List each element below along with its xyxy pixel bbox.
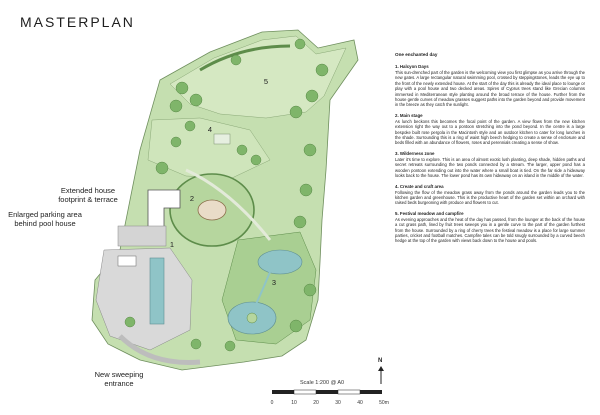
section-title: 4. Create and craft area (395, 183, 444, 189)
area-number-5: 5 (263, 77, 269, 86)
tree (290, 106, 302, 118)
section-create-craft (395, 184, 585, 206)
area-number-4: 4 (207, 125, 213, 134)
tree (294, 216, 306, 228)
north-label: N (378, 358, 383, 364)
tree (306, 90, 318, 102)
tree (225, 341, 235, 351)
scale-text: Scale 1:200 @ A0 (300, 380, 345, 386)
tree (251, 155, 261, 165)
section-festival-meadow (395, 211, 585, 244)
tree (290, 320, 302, 332)
tree (185, 121, 195, 131)
tree (191, 339, 201, 349)
pond-island (247, 313, 257, 323)
section-body: Later it's time to explore. This is an area of almost exotic lush planting, deep shade, hidden paths and secret retreats surrounding the two ponds connected by a stream. The larger, upper pond has a wooden pontoon extending out into the water where a small boat is tied. On the far side a hideaway looks back to the house. The lower pond has its own hideaway on an island in the middle of the water. (395, 156, 585, 179)
scale-tick: 10 (291, 400, 297, 406)
tree (156, 162, 168, 174)
scale-tick: 50m (379, 400, 389, 406)
section-title: 5. Festival meadow and campfire (395, 210, 464, 216)
tree (304, 284, 316, 296)
area-number-2: 2 (189, 194, 195, 203)
scale-tick: 30 (335, 400, 341, 406)
tree (304, 144, 316, 156)
section-title: 3. Wilderness zone (395, 150, 435, 156)
label-entrance: New sweeping entrance (94, 370, 144, 388)
description-column (395, 52, 585, 249)
section-main-stage (395, 113, 585, 146)
tree (295, 39, 305, 49)
section-title: 1. Halcyon Days (395, 64, 429, 69)
tree (237, 145, 247, 155)
scale-tick: 0 (270, 400, 274, 406)
label-extended-house: Extended house footprint & terrace (58, 186, 118, 204)
swimming-pool (150, 258, 164, 324)
tree (125, 317, 135, 327)
area-number-1: 1 (169, 240, 175, 249)
section-title: 2. Main stage (395, 112, 423, 118)
tree (231, 55, 241, 65)
section-body: As evening approaches and the heat of the day has passed, from the lounger at the back of the house a cut grass path, lined by fruit trees sweeps you in a gentle curve to the part of the garden furthest from the house. Surrounded by a ring of cherry trees the festival meadow is a place for large summer parties, cricket and football matches. Campfire tales can be told snugly surrounded by a curved beech hedge at the top of the garden with views back down to the house and pools. (395, 216, 585, 244)
upper-pond (258, 250, 302, 274)
section-halcyon-days (395, 64, 585, 108)
tree (171, 137, 181, 147)
pergola (198, 200, 226, 220)
halcyon-area-1 (96, 248, 192, 350)
tree (170, 100, 182, 112)
scale-bar (272, 390, 382, 394)
tree (316, 64, 328, 76)
section-body: This sun-drenched part of the garden is the welcoming view you first glimpse as you arrive through the new gates. A large rectangular natural swimming pool, crossed by steppingstones, leads the eye up to the front of the newly extended house. At the start of the day this is already the ideal place to lounge or play with a pool house and two decked areas. Spires of Cyprus trees stand like Grecian columns immersed in Mediterranean style planting around the broad terrace of the house. Further from the house gentle curves of meadow grasses suggest paths into the garden beyond and provide movement in the breeze as they catch the sunlight. (395, 70, 585, 108)
greenhouse (214, 134, 230, 144)
label-parking: Enlarged parking area behind pool house (8, 210, 82, 228)
scale-tick: 20 (313, 400, 319, 406)
pool-house (118, 256, 136, 266)
column-heading: One enchanted day (395, 52, 438, 57)
terrace-paving (118, 226, 166, 246)
scale-tick: 40 (357, 400, 363, 406)
area-number-3: 3 (271, 278, 277, 287)
section-body: Following the flow of the meadow grass away from the ponds around the garden leads you to the kitchen garden and greenhouse. This is the productive heart of the garden set within an orchard with raised beds burgeoning with produce and flowers to cut. (395, 189, 585, 206)
section-wilderness-zone (395, 151, 585, 179)
section-body: As lunch beckons this becomes the focal point of the garden. A view flows from the new kitchen extension right the way out to a pontoon stretching into the pond beyond. In the centre is a large bespoke built rose pergola in the Macintosh style and an outdoor kitchen to cater for long lunches in the shade. Surrounding this is a ring of waist high beech hedging to create a sense of enclosure and beds filled with an abundance of flowers, roses and perennials creating a sense of show. (395, 118, 585, 146)
page-title: MASTERPLAN (20, 14, 135, 30)
tree (300, 184, 312, 196)
tree (176, 82, 188, 94)
tree (190, 94, 202, 106)
